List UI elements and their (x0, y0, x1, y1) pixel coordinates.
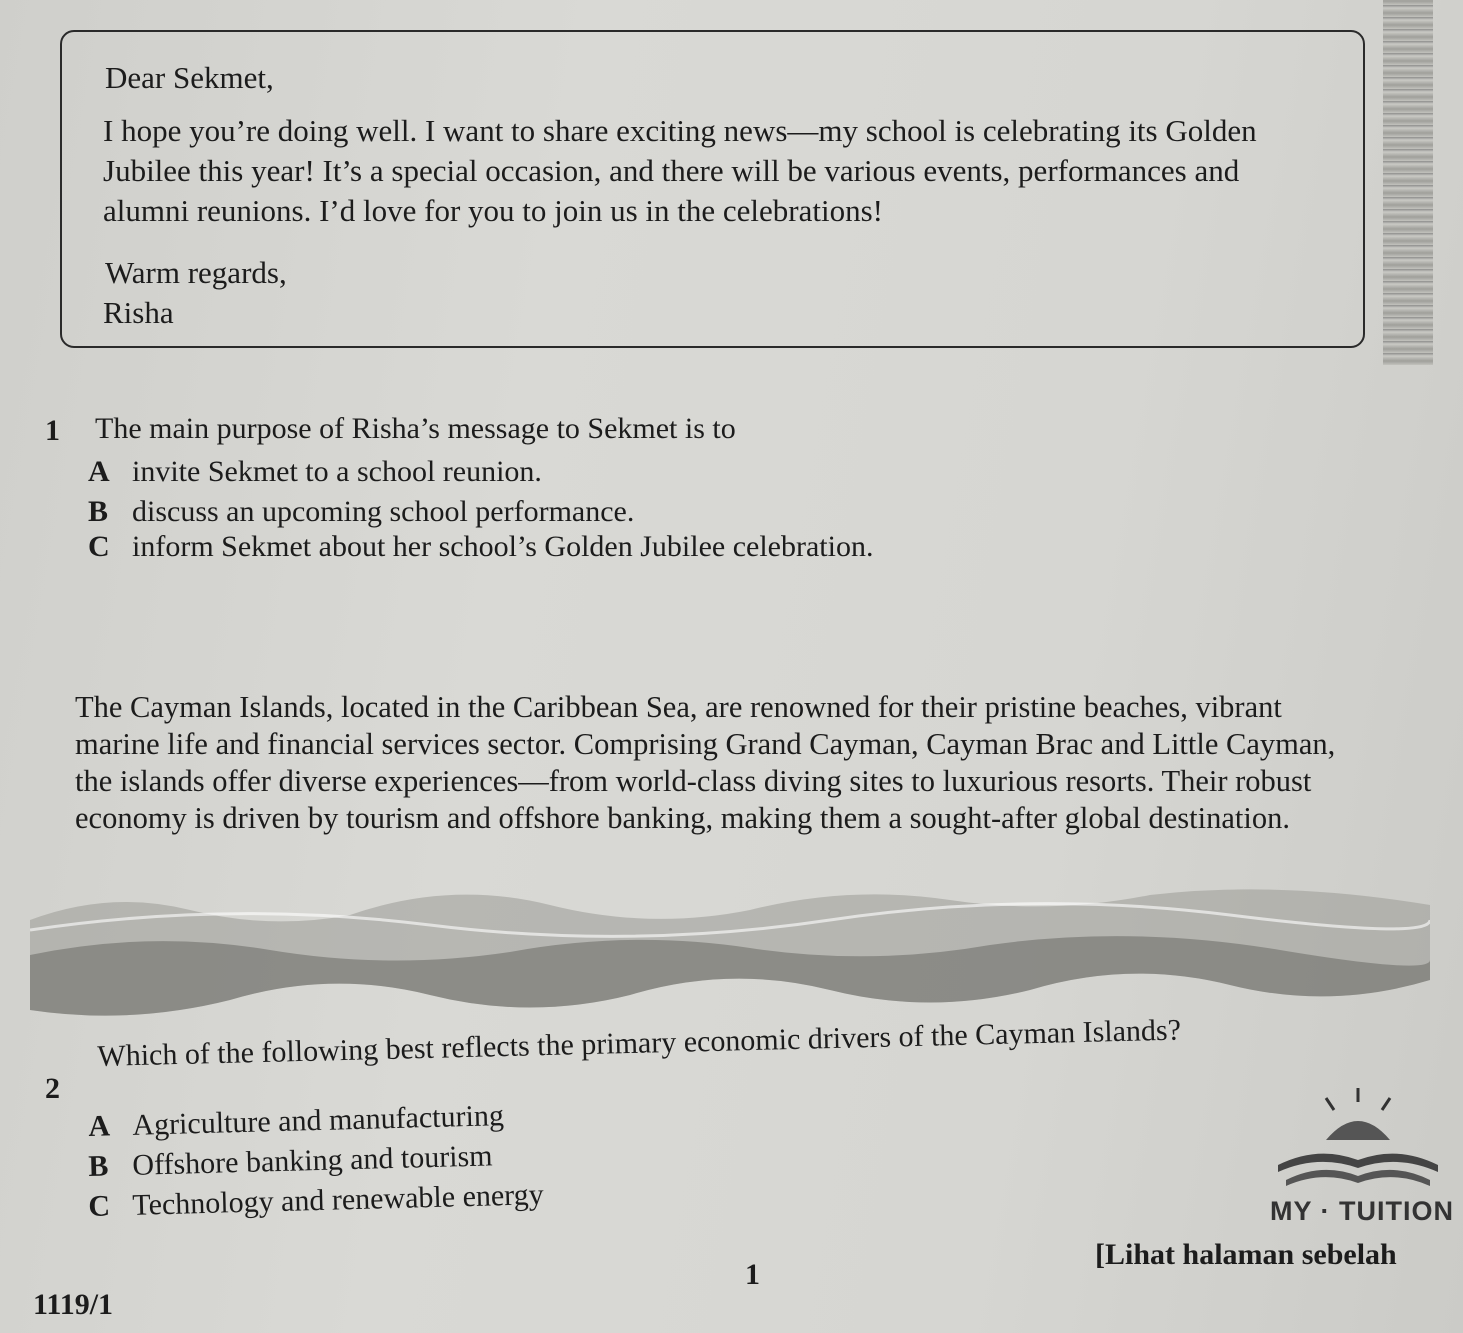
letter-body-line-3: alumni reunions. I’d love for you to join us in the celebrations! (103, 193, 883, 228)
option-text: Technology and renewable energy (131, 1178, 545, 1222)
option-text: Offshore banking and tourism (131, 1139, 493, 1182)
option-text: invite Sekmet to a school reunion. (132, 455, 542, 488)
question-1-number: 1 (45, 414, 60, 447)
option-letter: B (88, 495, 109, 528)
question-2-option-c[interactable] (88, 1178, 544, 1224)
paper-code: 1119/1 (33, 1288, 114, 1321)
page-edge-strip (1383, 0, 1433, 365)
letter-signature: Risha (103, 295, 174, 330)
next-page-note: [Lihat halaman sebelah (1095, 1238, 1397, 1271)
option-letter: C (88, 1189, 111, 1223)
question-2-option-b[interactable] (88, 1139, 493, 1184)
island-illustration (30, 860, 1430, 1030)
question-1-option-a[interactable] (88, 455, 542, 489)
passage-line-4: economy is driven by tourism and offshore banking, making them a sought-after global destination. (75, 801, 1290, 835)
letter-closing: Warm regards, (105, 255, 287, 290)
option-letter: B (88, 1149, 109, 1183)
option-letter: C (88, 530, 110, 563)
watermark-text: MY · TUITION (1270, 1196, 1454, 1226)
option-letter: A (88, 455, 110, 488)
passage-line-3: the islands offer diverse experiences—from world-class diving sites to luxurious resorts. Their robust (75, 764, 1312, 798)
question-2-option-a[interactable] (88, 1099, 504, 1144)
letter-greeting: Dear Sekmet, (105, 60, 274, 95)
option-text: discuss an upcoming school performance. (132, 495, 635, 528)
letter-body-line-1: I hope you’re doing well. I want to share exciting news—my school is celebrating its Golden (103, 113, 1257, 148)
option-text: Agriculture and manufacturing (131, 1099, 505, 1142)
passage-line-2: marine life and financial services sector. Comprising Grand Cayman, Cayman Brac and Little Cayman, (75, 727, 1336, 761)
letter-body-line-2: Jubilee this year! It’s a special occasion, and there will be various events, performances and (103, 153, 1240, 188)
passage-line-1: The Cayman Islands, located in the Caribbean Sea, are renowned for their pristine beaches, vibrant (75, 690, 1282, 724)
option-letter: A (88, 1109, 111, 1143)
question-1-stem: The main purpose of Risha’s message to Sekmet is to (95, 412, 736, 445)
question-2-stem: Which of the following best reflects the primary economic drivers of the Cayman Islands? (97, 1013, 1182, 1073)
question-2-number: 2 (45, 1072, 60, 1105)
question-1-option-c[interactable] (88, 530, 873, 564)
question-1-option-b[interactable] (88, 495, 634, 529)
option-text: inform Sekmet about her school’s Golden Jubilee celebration. (132, 530, 874, 563)
page-number: 1 (745, 1258, 760, 1291)
